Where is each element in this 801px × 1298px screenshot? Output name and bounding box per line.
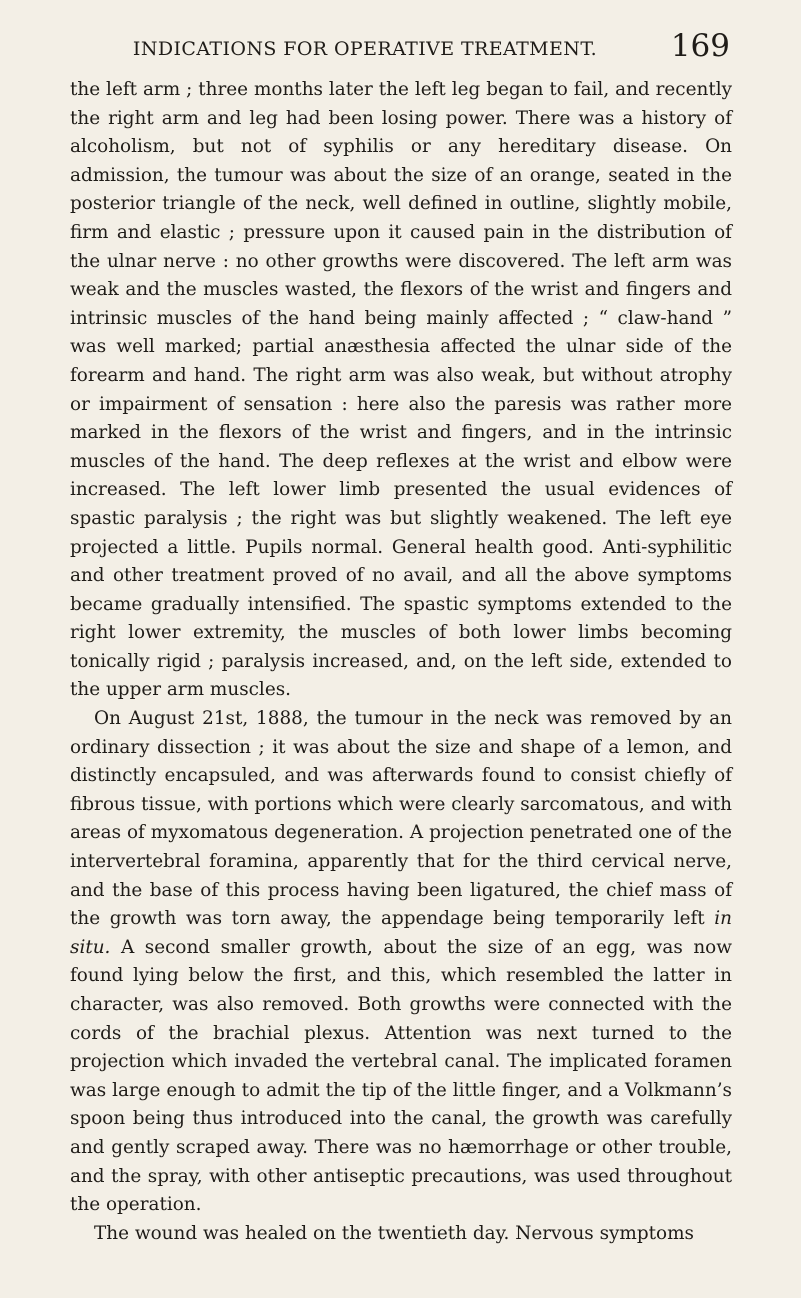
running-head bbox=[70, 26, 730, 66]
paragraph-operation-text-a: On August 21st, 1888, the tumour in the neck was removed by an ordinary dissection ; it was about the size and shape of a lemon, and distinctly encapsuled, and was afterwards found to consist chiefly of fibrous tissue, with portions which were clearly sarcomatous, and with areas of myxomatous degeneration. A projection penetrated one of the intervertebral foramina, apparently that for the third cervical nerve, and the base of this process having been ligatured, the chief mass of the growth was torn away, the appendage being temporarily left bbox=[70, 708, 732, 930]
running-title: INDICATIONS FOR OPERATIVE TREATMENT. bbox=[132, 38, 598, 60]
paragraph-outcome: The wound was healed on the twentieth day. Nervous symptoms bbox=[94, 1222, 694, 1244]
paragraph-operation bbox=[70, 705, 732, 1220]
body-text bbox=[70, 76, 732, 1248]
italic-in-situ: in situ. bbox=[70, 908, 732, 958]
paragraph-operation-text-b: A second smaller growth, about the size of an egg, was now found lying below the first, and this, which resembled the latter in character, was also removed. Both growths were connected with the cords of the brachial plexus. Attention was next turned to the projection which invaded the vertebral canal. The implicated foramen was large enough to admit the tip of the little finger, and a Volkmann’s spoon being thus introduced into the canal, the growth was carefully and gently scraped away. There was no hæmorrhage or other trouble, and the spray, with other antiseptic precautions, was used throughout the operation. bbox=[70, 936, 732, 1216]
paragraph-case-history: the left arm ; three months later the left leg began to fail, and recently the right arm and leg had been losing power. There was a history of alcoholism, but not of syphilis or any hereditary disease. On admission, the tumour was about the size of an orange, seated in the posterior triangle of the neck, well defined in outline, slightly mobile, firm and elastic ; pressure upon it caused pain in the distribution of the ulnar nerve : no other growths were discovered. The left arm was weak and the muscles wasted, the flexors of the wrist and fingers and intrinsic muscles of the hand being mainly affected ; “ claw-hand ” was well marked; partial anæsthesia affected the ulnar side of the forearm and hand. The right arm was also weak, but without atrophy or impairment of sensation : here also the paresis was rather more marked in the flexors of the wrist and fingers, and in the intrinsic muscles of the hand. The deep reflexes at the wrist and elbow were increased. The left lower limb presented the usual evidences of spastic paralysis ; the right was but slightly weakened. The left eye projected a little. Pupils normal. General health good. Anti-syphilitic and other treatment proved of no avail, and all the above symptoms became gradually intensified. The spastic symptoms extended to the right lower extremity, the muscles of both lower limbs becoming tonically rigid ; paralysis increased, and, on the left side, extended to the upper arm muscles. bbox=[70, 79, 732, 701]
page-number: 169 bbox=[670, 28, 730, 64]
